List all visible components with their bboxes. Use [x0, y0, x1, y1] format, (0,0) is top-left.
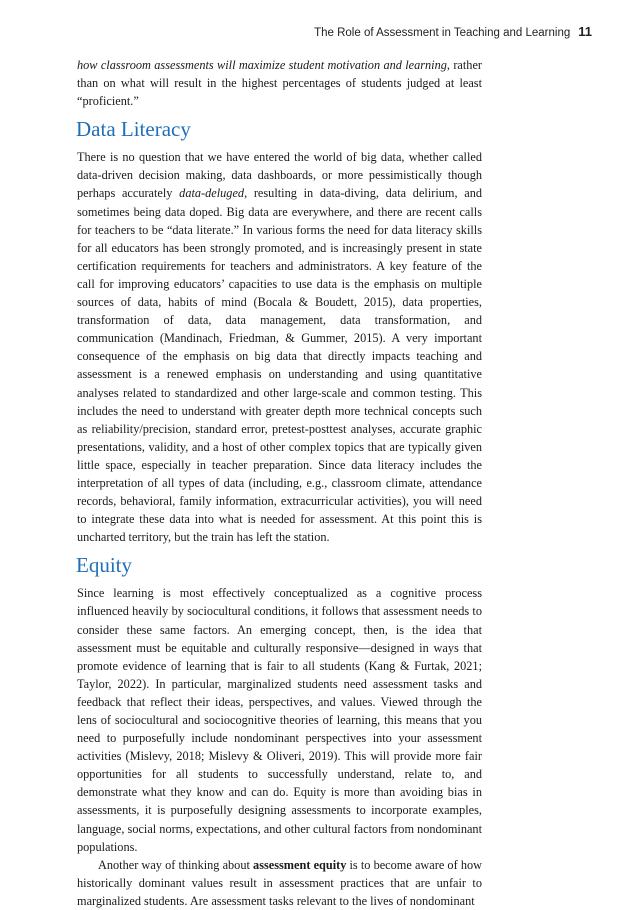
equity-text-b: is to become aware of how historically dominant values result in assessment practices that are unfair to marginalized students. Are assessment tasks relevant to the lives of nondominant — [77, 857, 482, 908]
page-body — [77, 56, 482, 910]
equity-paragraph-2 — [77, 856, 482, 910]
data-literacy-text-b: , resulting in data-diving, data delirium, and sometimes being data doped. Big data are everywhere, and there are recent calls for teachers to be “data literate.” In various forms the need for data literacy skills for all educators has been strongly promoted, and is increasingly present in state certification requirements for teachers and administrators. A key feature of the call for improving educators’ capacities to use data is the emphasis on multiple sources of data, habits of mind (Bocala & Boudett, 2015), data properties, transformation of data, data management, data transformation, and communication (Mandinach, Friedman, & Gummer, 2015). A very important consequence of the emphasis on big data that directly impacts teaching and assessment is a renewed emphasis on understanding and using quantitative analyses related to standardized and other large-scale and common testing. This includes the need to understand with greater depth more technical concepts such as reliability/precision, standard error, pretest-posttest analyses, accurate graphic presentations, validity, and a host of other complex topics that are typically given little space, especially in teacher preparation. Since data literacy includes the interpretation of all types of data (including, e.g., classroom climate, attendance records, behavioral, family information, extracurricular activities), you will need to integrate these data into what is needed for assessment. At this point this is uncharted territory, but the train has left the station. — [77, 186, 483, 545]
heading-equity: Equity — [76, 553, 132, 578]
data-literacy-italic-term: data-deluged — [179, 186, 245, 201]
heading-data-literacy: Data Literacy — [76, 117, 191, 142]
equity-text-a: Another way of thinking about — [98, 857, 254, 872]
equity-paragraph-1: Since learning is most effectively conceptualized as a cognitive process influenced heavily by sociocultural conditions, it follows that assessment needs to consider these same factors. An emerging concept, then, is the idea that assessment must be equitable and culturally responsive—designed in ways that promote evidence of learning that is fair to all students (Kang & Furtak, 2021; Taylor, 2022). In particular, marginalized students need assessment tasks and feedback that reflect their ideas, perspectives, and values. Viewed through the lens of sociocultural and sociocognitive theories of learning, this means that you need to purposefully include nondominant perspectives into your assessment activities (Mislevy, 2018; Mislevy & Oliveri, 2019). This will provide more fair opportunities for all students to successfully understand, relate to, and demonstrate what they know and can do. Equity is more than avoiding bias in assessments, it is purposefully designing assessments to incorporate examples, language, social norms, expectations, and other cultural factors from nondominant populations. — [77, 586, 482, 854]
running-head — [314, 24, 592, 39]
equity-bold-term: assessment equity — [253, 857, 347, 872]
intro-italic-text: how classroom assessments will maximize student motivation and learning — [77, 58, 447, 72]
running-head-title: The Role of Assessment in Teaching and Learning — [314, 27, 571, 39]
data-literacy-paragraph — [77, 148, 482, 546]
data-literacy-text-a: There is no question that we have entered the world of big data, whether called data-driven decision making, data dashboards, or more pessimistically though perhaps accurately — [77, 150, 482, 201]
intro-text: , rather than on what will result in the highest percentages of students judged at least “proficient.” — [77, 58, 482, 109]
page-number: 11 — [578, 24, 592, 39]
intro-paragraph — [77, 56, 482, 110]
